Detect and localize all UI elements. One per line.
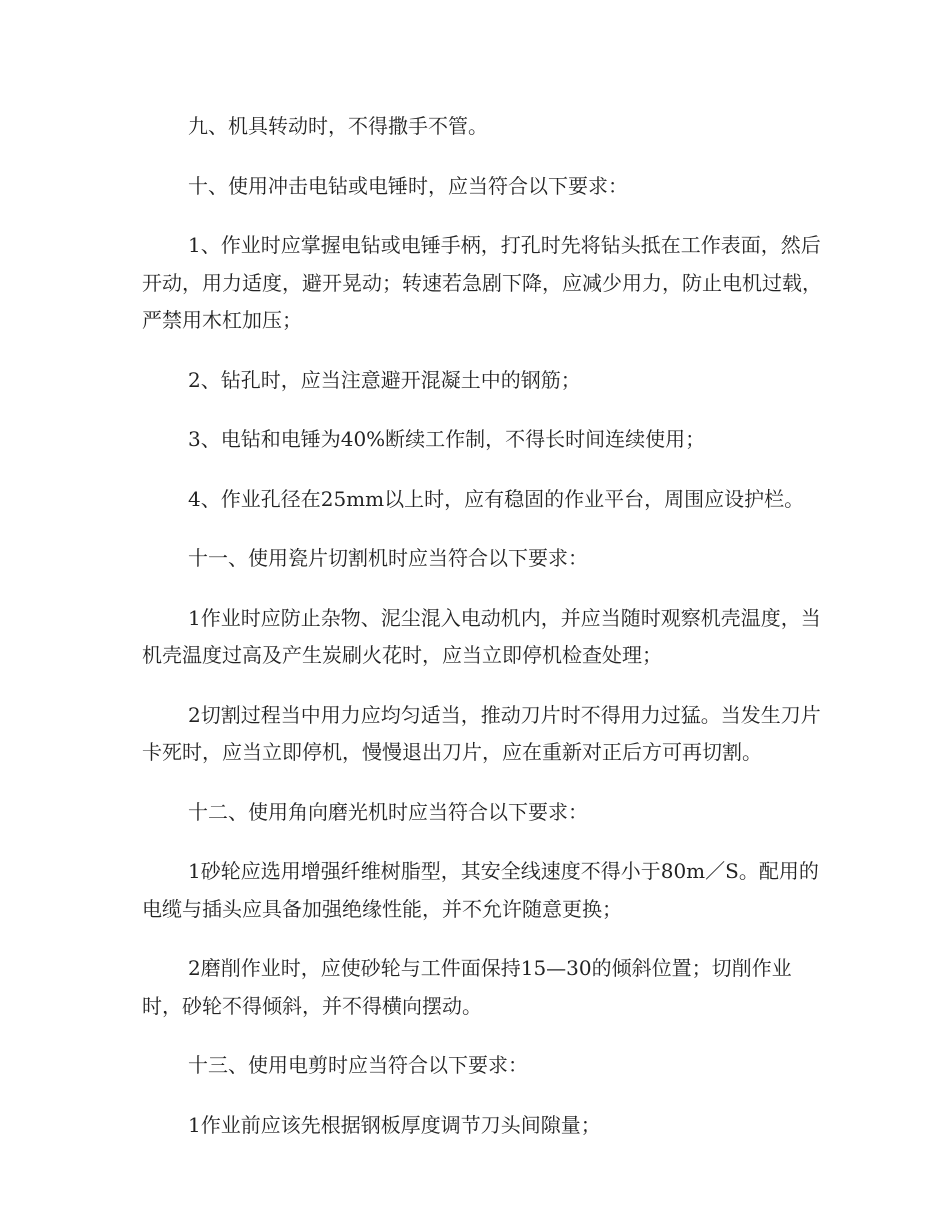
paragraph-11-2: 2切割过程当中用力应均匀适当，推动刀片时不得用力过猛。当发生刀片卡死时，应当立即停机，慢慢退出刀片，应在重新对正后方可再切割。: [142, 702, 821, 764]
document-page: [142, 108, 822, 1166]
section-heading-13: 十三、使用电剪时应当符合以下要求：: [188, 1053, 528, 1077]
section-heading-12: 十二、使用角向磨光机时应当符合以下要求：: [188, 799, 588, 824]
section-heading-11: 十一、使用瓷片切割机时应当符合以下要求：: [188, 546, 588, 570]
paragraph-10-2: 2、钻孔时，应当注意避开混凝土中的钢筋；: [188, 367, 581, 392]
paragraph-11-1: 1作业时应防止杂物、泥尘混入电动机内，并应当随时观察机壳温度，当机壳温度过高及产生炭刷火花时，应当立即停机检查处理；: [142, 605, 821, 667]
paragraph-12-2: 2磨削作业时，应使砂轮与工件面保持15—30的倾斜位置；切削作业时，砂轮不得倾斜，并不得横向摆动。: [142, 956, 792, 1018]
paragraph-10-1: 1、作业时应掌握电钻或电锤手柄，打孔时先将钻头抵在工作表面，然后开动，用力适度，避开晃动；转速若急剧下降，应减少用力，防止电机过载，严禁用木杠加压；: [142, 233, 822, 332]
paragraph-10-3: 3、电钻和电锤为40%断续工作制，不得长时间连续使用；: [188, 427, 706, 451]
paragraph-13-1: 1作业前应该先根据钢板厚度调节刀头间隙量；: [188, 1112, 601, 1137]
paragraph-item-9: 九、机具转动时，不得撒手不管。: [188, 114, 488, 138]
paragraph-12-1: 1砂轮应选用增强纤维树脂型，其安全线速度不得小于80m／S。配用的电缆与插头应具备加强绝缘性能，并不允许随意更换；: [142, 859, 819, 921]
paragraph-10-4: 4、作业孔径在25mm以上时，应有稳固的作业平台，周围应设护栏。: [188, 486, 805, 511]
section-heading-10: 十、使用冲击电钻或电锤时，应当符合以下要求：: [188, 173, 628, 198]
